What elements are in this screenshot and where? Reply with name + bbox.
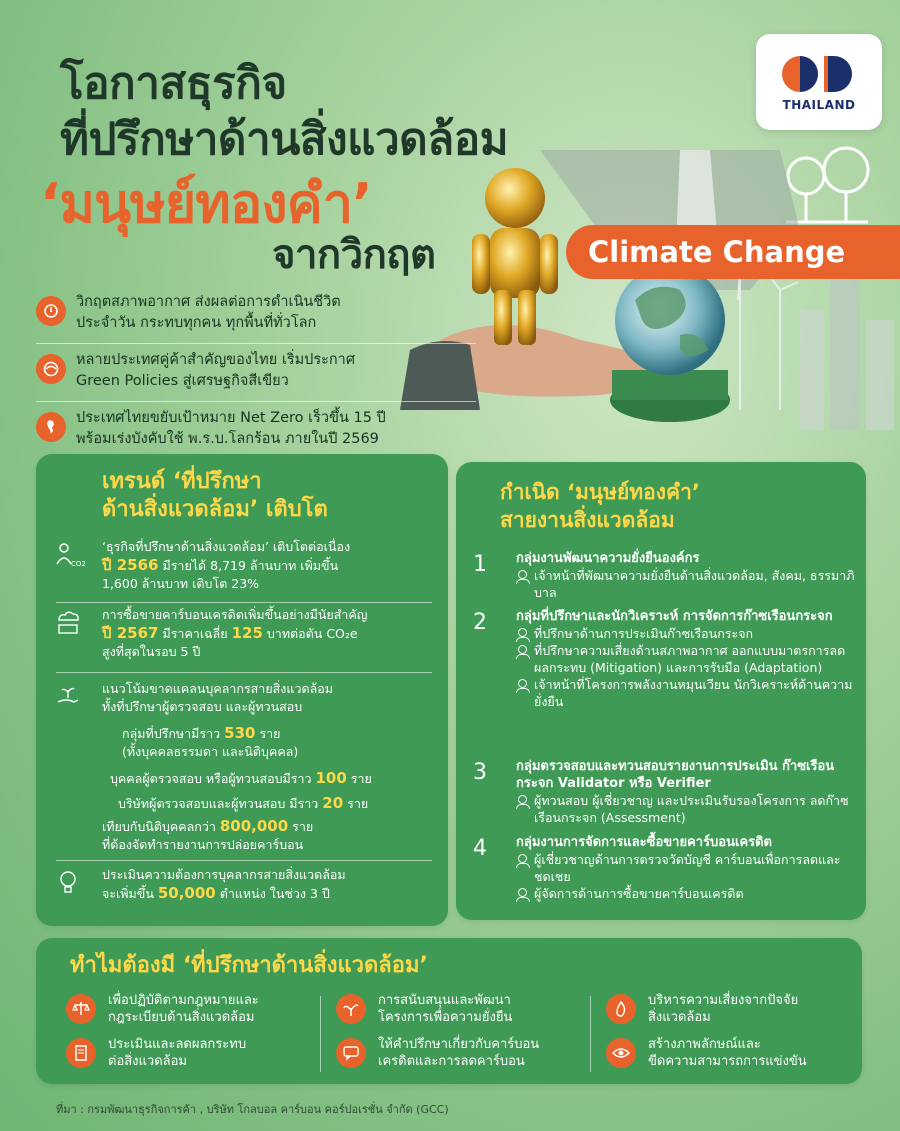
plant-icon: [336, 994, 366, 1024]
shortage-row: [46, 680, 438, 854]
verifier-company-text: บริษัทผู้ตรวจสอบและผู้ทวนสอบ มีราว: [118, 796, 323, 811]
divider: [56, 860, 432, 861]
carbon-mid: มีราคาเฉลี่ย: [158, 626, 232, 641]
divider: [56, 672, 432, 673]
reason-column: [66, 992, 326, 1080]
svg-text:CO2: CO2: [71, 560, 86, 568]
divider: [320, 996, 321, 1072]
shortage-line-1: แนวโน้มขาดแคลนบุคลากรสายสิ่งแวดล้อม: [102, 681, 333, 696]
headline-line-4: จากวิกฤต: [272, 232, 436, 278]
reason-column: [336, 992, 596, 1080]
verifier-person-number: 100: [315, 769, 347, 787]
demand-post: ตำแหน่ง ในช่วง 3 ปี: [215, 886, 330, 901]
reason-line: เครดิตและการลดคาร์บอน: [378, 1054, 525, 1069]
thailand-map-icon: [36, 412, 66, 442]
reason-line: ประเมินและลดผลกระทบ: [108, 1037, 247, 1052]
group-number: 3: [473, 760, 487, 785]
bullet-text: หลายประเทศคู่ค้าสำคัญของไทย เริ่มประกาศ: [76, 352, 356, 368]
group-number: 1: [473, 552, 487, 577]
career-item: ผู้ทวนสอบ ผู้เชี่ยวชาญ และประเมินรับรองโครงการ ลดก๊าซเรือนกระจก (Assessment): [516, 792, 858, 826]
reason-item: [606, 1036, 866, 1070]
demand-number: 50,000: [157, 884, 216, 902]
climate-change-badge: Climate Change: [566, 225, 900, 279]
trend-title-line-2: ด้านสิ่งแวดล้อม’ เติบโต: [102, 497, 328, 522]
reason-line: เพื่อปฏิบัติตามกฎหมายและ: [108, 993, 259, 1008]
shortage-line-2: ทั้งที่ปรึกษาผู้ตรวจสอบ และผู้ทวนสอบ: [102, 699, 303, 714]
list-item: [36, 344, 476, 402]
list-item: [36, 402, 476, 459]
group-heading: กลุ่มงานการจัดการและซื้อขายคาร์บอนเครดิต: [516, 835, 773, 850]
juristic-number: 800,000: [219, 817, 289, 835]
bulb-plant-icon: [54, 868, 82, 896]
bullet-text: ประจำวัน กระทบทุกคน ทุกพื้นที่ทั่วโลก: [76, 315, 317, 331]
career-item: เจ้าหน้าที่โครงการพลังงานหมุนเวียน นักวิเคราะห์ด้านความยั่งยืน: [516, 676, 858, 710]
thermometer-icon: [36, 296, 66, 326]
career-group: [468, 834, 858, 902]
revenue-line-2: มีรายได้ 8,719 ล้านบาท เพิ่มขึ้น: [158, 558, 339, 573]
bullet-text: วิกฤตสภาพอากาศ ส่งผลต่อการดำเนินชีวิต: [76, 294, 341, 310]
reason-item: [66, 992, 326, 1026]
co2-cloud-factory-icon: [54, 608, 82, 636]
hand-plant-icon: [54, 682, 82, 710]
revenue-year: ปี 2566: [102, 556, 159, 574]
carbon-tail: บาทต่อตัน CO₂e: [262, 626, 358, 641]
divider: [56, 602, 432, 603]
verifier-company-number: 20: [322, 794, 344, 812]
trend-panel: [36, 454, 448, 926]
source-note: ที่มา : กรมพัฒนาธุรกิจการค้า , บริษัท โกลบอล คาร์บอน คอร์ปอเรชั่น จำกัด (GCC): [56, 1103, 449, 1116]
careers-title-line-2: สายงานสิ่งแวดล้อม: [500, 508, 675, 532]
reason-line: ให้คำปรึกษาเกี่ยวกับคาร์บอน: [378, 1037, 540, 1052]
group-number: 2: [473, 610, 487, 635]
divider: [590, 996, 591, 1072]
career-group: [468, 550, 858, 601]
career-group: [468, 608, 858, 710]
carbon-year: ปี 2567: [102, 624, 159, 642]
bullet-text: Green Policies สู่เศรษฐกิจสีเขียว: [76, 373, 289, 389]
revenue-line-1: ‘ธุรกิจที่ปรึกษาด้านสิ่งแวดล้อม’ เติบโตต่อเนื่อง: [102, 539, 351, 554]
revenue-row: [46, 538, 438, 593]
career-item: เจ้าหน้าที่พัฒนาความยั่งยืนด้านสิ่งแวดล้อม, สังคม, ธรรมาภิบาล: [516, 567, 858, 601]
reason-item: [66, 1036, 326, 1070]
verifier-person-count: [110, 769, 438, 788]
juristic-text: เทียบกับนิติบุคคลกว่า: [102, 819, 220, 834]
verifier-person-unit: ราย: [346, 771, 372, 786]
career-item: ผู้จัดการด้านการซื้อขายคาร์บอนเครดิต: [516, 885, 858, 902]
headline-line-1: โอกาสธุรกิจ: [60, 58, 287, 109]
golden-human-careers-panel: [456, 462, 866, 920]
juristic-unit: ราย: [288, 819, 314, 834]
consultant-note: (ทั้งบุคคลธรรมดา และนิติบุคคล): [122, 744, 299, 759]
list-item: [36, 286, 476, 344]
carbon-line-1: การซื้อขายคาร์บอนเครดิตเพิ่มขึ้นอย่างมีนัยสำคัญ: [102, 607, 368, 622]
verifier-company-count: [118, 794, 438, 813]
reason-line: สิ่งแวดล้อม: [648, 1010, 711, 1025]
consultant-count: [122, 724, 438, 743]
trend-title-line-1: เทรนด์ ‘ที่ปรึกษา: [102, 469, 262, 494]
headline-highlight: ‘มนุษย์ทองคำ’: [40, 172, 372, 235]
headline-line-2: ที่ปรึกษาด้านสิ่งแวดล้อม: [60, 114, 509, 165]
bullet-text: พร้อมเร่งบังคับใช้ พ.ร.บ.โลกร้อน ภายในปี 2569: [76, 431, 379, 447]
co2-person-icon: [54, 540, 86, 568]
careers-title-line-1: กำเนิด ‘มนุษย์ทองคำ’: [500, 480, 700, 504]
carbon-line-3: สูงที่สุดในรอบ 5 ปี: [102, 644, 201, 659]
reason-line: โครงการเพื่อความยั่งยืน: [378, 1010, 513, 1025]
why-consultant-panel: [36, 938, 862, 1084]
juristic-note: ที่ต้องจัดทำรายงานการปล่อยคาร์บอน: [102, 837, 304, 852]
reason-column: [606, 992, 866, 1080]
consultant-text: กลุ่มที่ปรึกษามีราว: [122, 726, 225, 741]
reason-line: กฎระเบียบด้านสิ่งแวดล้อม: [108, 1010, 255, 1025]
reason-line: ต่อสิ่งแวดล้อม: [108, 1054, 187, 1069]
bullet-text: ประเทศไทยขยับเป้าหมาย Net Zero เร็วขึ้น 15 ปี: [76, 410, 386, 426]
careers-panel-title: [500, 478, 700, 534]
verifier-person-text: บุคคลผู้ตรวจสอบ หรือผู้ทวนสอบมีราว: [110, 771, 316, 786]
reason-item: [336, 992, 596, 1026]
group-heading: กลุ่มที่ปรึกษาและนักวิเคราะห์ การจัดการก๊าซเรือนกระจก: [516, 609, 833, 624]
career-group: [468, 758, 858, 826]
career-item: ที่ปรึกษาด้านการประเมินก๊าซเรือนกระจก: [516, 625, 858, 642]
scale-icon: [66, 994, 96, 1024]
document-icon: [66, 1038, 96, 1068]
carbon-credit-row: [46, 606, 438, 661]
group-number: 4: [473, 836, 487, 861]
trend-panel-title: [102, 468, 328, 524]
demand-row: [46, 866, 438, 903]
intro-bullets: [36, 286, 476, 459]
revenue-line-3: 1,600 ล้านบาท เติบโต 23%: [102, 576, 260, 591]
reason-line: สร้างภาพลักษณ์และ: [648, 1037, 761, 1052]
logo-text: THAILAND: [782, 98, 856, 112]
carbon-price: 125: [231, 624, 263, 642]
reason-item: [606, 992, 866, 1026]
group-heading: กลุ่มตรวจสอบและทวนสอบรายงานการประเมิน ก๊าซเรือนกระจก Validator หรือ Verifier: [516, 759, 835, 791]
reason-line: การสนับสนุนและพัฒนา: [378, 993, 511, 1008]
career-item: ที่ปรึกษาความเสี่ยงด้านสภาพอากาศ ออกแบบมาตรการลดผลกระทบ (Mitigation) และการรับมือ (Adaptation): [516, 642, 858, 676]
career-item: ผู้เชี่ยวชาญด้านการตรวจวัดบัญชี คาร์บอนเพื่อการลดและชดเชย: [516, 851, 858, 885]
demand-line-1: ประเมินความต้องการบุคลากรสายสิ่งแวดล้อม: [102, 867, 346, 882]
juristic-comparison: [102, 817, 438, 836]
reason-line: บริหารความเสี่ยงจากปัจจัย: [648, 993, 799, 1008]
eye-icon: [606, 1038, 636, 1068]
sd-thailand-logo: [756, 34, 882, 130]
co2-chat-icon: [336, 1038, 366, 1068]
consultant-number: 530: [224, 724, 256, 742]
demand-pre: จะเพิ่มขึ้น: [102, 886, 158, 901]
group-heading: กลุ่มงานพัฒนาความยั่งยืนองค์กร: [516, 551, 700, 566]
reason-item: [336, 1036, 596, 1070]
verifier-company-unit: ราย: [343, 796, 369, 811]
why-panel-title: ทำไมต้องมี ‘ที่ปรึกษาด้านสิ่งแวดล้อม’: [70, 953, 428, 978]
sd-logo-icon: [778, 52, 860, 96]
globe-recycle-icon: [36, 354, 66, 384]
consultant-unit: ราย: [255, 726, 281, 741]
fire-icon: [606, 994, 636, 1024]
reason-line: ขีดความสามารถการแข่งขัน: [648, 1054, 807, 1069]
